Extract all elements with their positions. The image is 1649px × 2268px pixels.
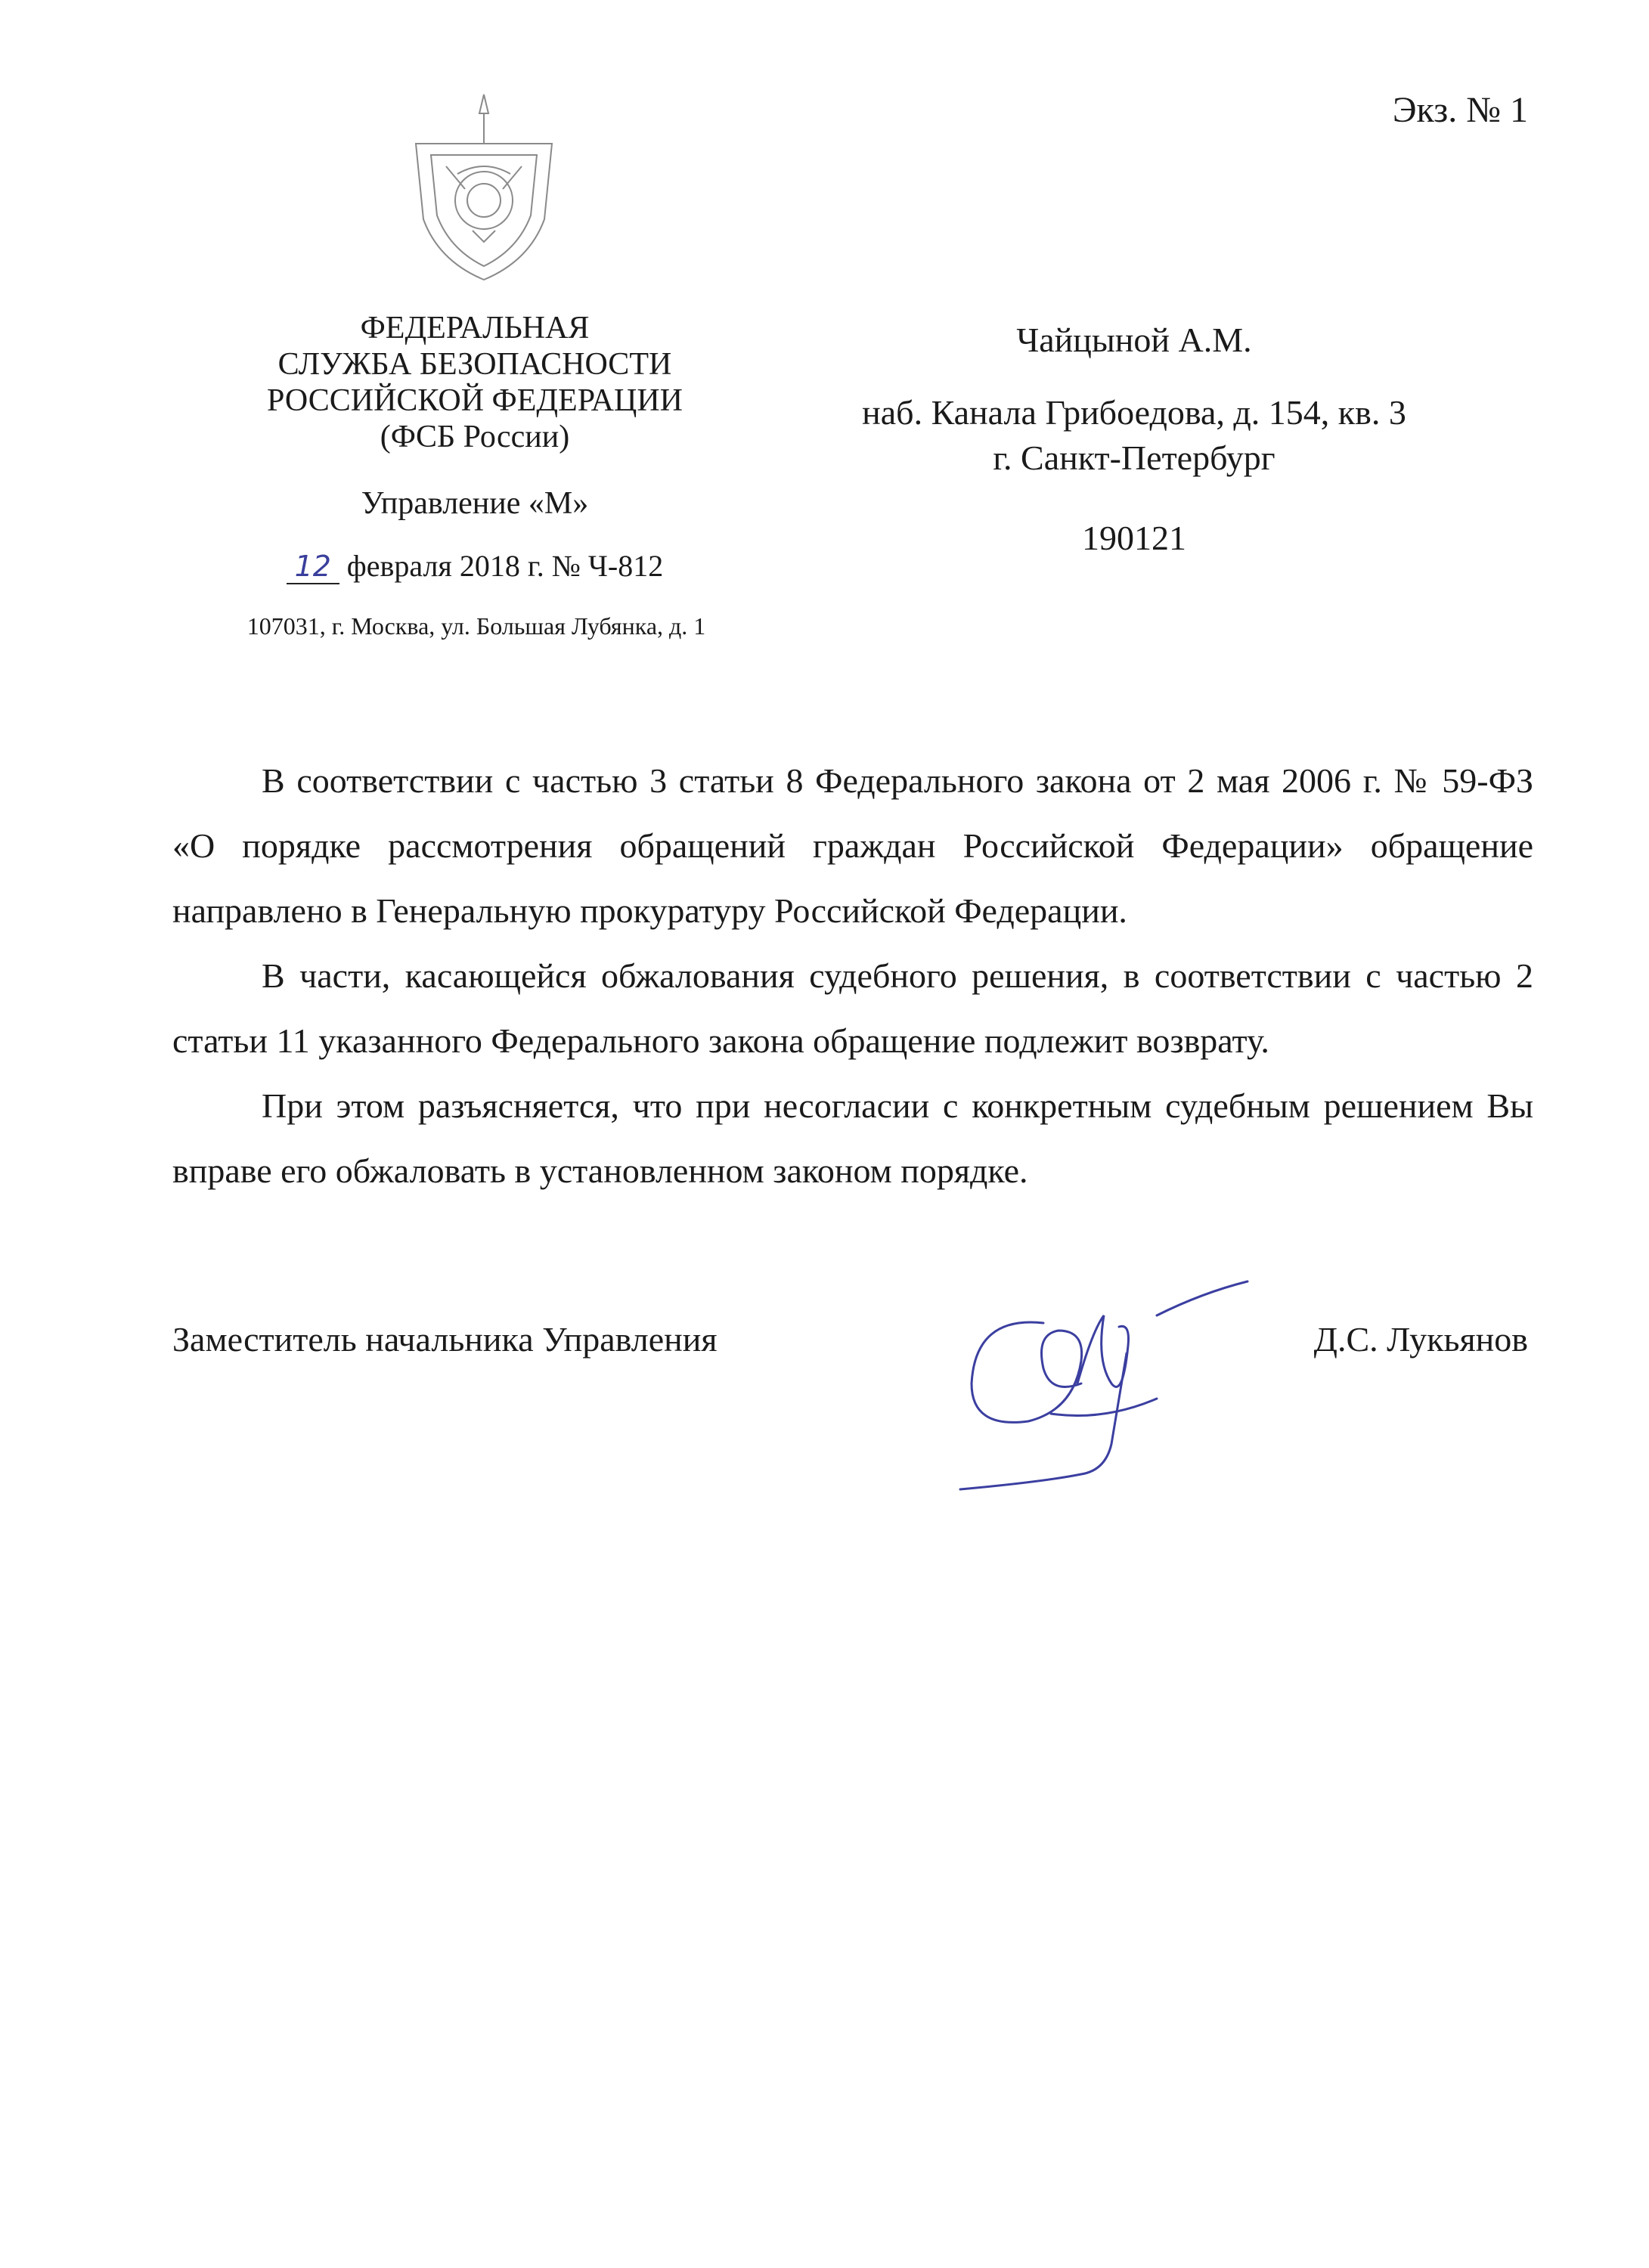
recipient-block xyxy=(839,318,1429,561)
recipient-name: Чайцыной А.М. xyxy=(1016,321,1252,359)
agency-line: РОССИЙСКОЙ ФЕДЕРАЦИИ xyxy=(267,383,683,418)
date-day-handwritten: 12 xyxy=(287,550,339,584)
letter-body xyxy=(172,748,1533,1204)
department: Управление «М» xyxy=(361,486,589,521)
paragraph: В соответствии с частью 3 статьи 8 Федерального закона от 2 мая 2006 г. № 59-ФЗ «О порядке рассмотрения обращений граждан Российской Федерации» обращение направлено в Генеральную прокуратуру Российской Федерации. xyxy=(172,761,1533,930)
agency-abbr: (ФСБ России) xyxy=(380,420,570,454)
recipient-city: г. Санкт-Петербург xyxy=(993,438,1275,477)
copy-number: Экз. № 1 xyxy=(1392,90,1528,130)
paragraph: При этом разъясняется, что при несогласии с конкретным судебным решением Вы вправе его обжаловать в установленном законом порядке. xyxy=(172,1086,1533,1190)
handwritten-signature xyxy=(930,1270,1323,1497)
signatory-title: Заместитель начальника Управления xyxy=(172,1320,718,1359)
agency-header xyxy=(240,310,709,522)
paragraph: В части, касающейся обжалования судебного решения, в соответствии с частью 2 статьи 11 указанного Федерального закона обращение подлежит возврату. xyxy=(172,956,1533,1060)
recipient-postal-code: 190121 xyxy=(1082,519,1186,557)
date-rest: февраля 2018 г. № Ч-812 xyxy=(346,549,664,583)
date-and-number xyxy=(240,548,709,584)
agency-line: ФЕДЕРАЛЬНАЯ xyxy=(360,311,590,345)
fsb-emblem-icon xyxy=(401,91,567,287)
signatory-name: Д.С. Лукьянов xyxy=(1313,1320,1528,1359)
sender-address: 107031, г. Москва, ул. Большая Лубянка, д. 1 xyxy=(246,612,706,640)
agency-line: СЛУЖБА БЕЗОПАСНОСТИ xyxy=(277,347,672,382)
recipient-street: наб. Канала Грибоедова, д. 154, кв. 3 xyxy=(862,393,1406,432)
